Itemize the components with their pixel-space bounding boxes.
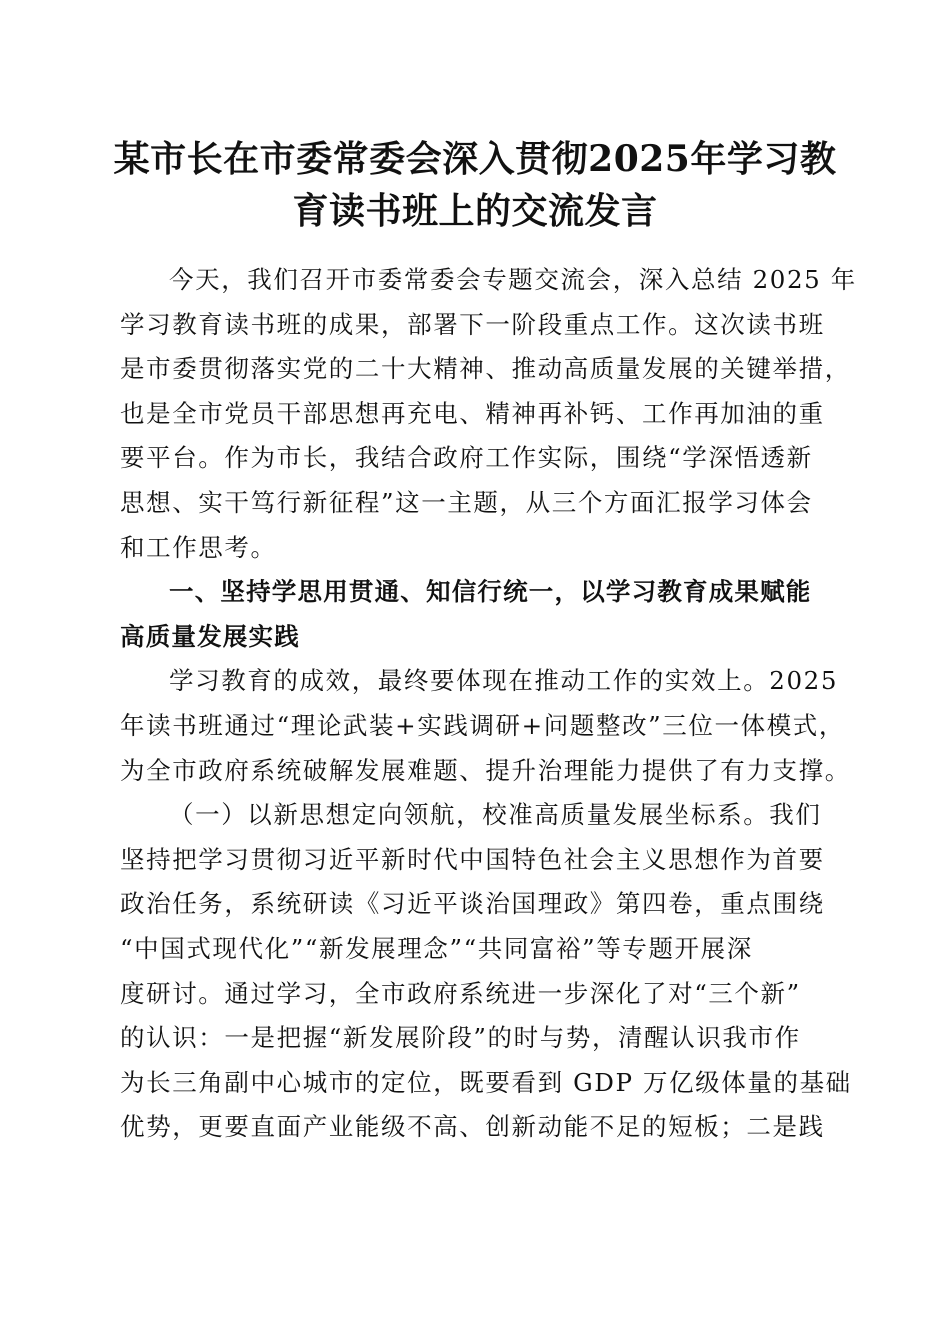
paragraph-line: “中国式现代化”“新发展理念”“共同富裕”等专题开展深 (120, 933, 753, 963)
paragraph-line: 为全市政府系统破解发展难题、提升治理能力提供了有力支撑。 (120, 755, 851, 785)
document-title (90, 133, 860, 237)
intro-paragraph (120, 258, 857, 570)
paragraph-line: 也是全市党员干部思想再充电、精神再补钙、工作再加油的重 (120, 398, 825, 428)
paragraph-line: （一）以新思想定向领航，校准高质量发展坐标系。我们 (169, 800, 822, 830)
heading-line: 高质量发展实践 (120, 621, 300, 651)
section-heading (120, 570, 832, 659)
paragraph-line: 是市委贯彻落实党的二十大精神、推动高质量发展的关键举措， (120, 354, 851, 384)
section-paragraph (120, 659, 851, 793)
paragraph-line: 和工作思考。 (120, 532, 277, 562)
paragraph-line: 度研讨。通过学习，全市政府系统进一步深化了对“三个新” (120, 978, 801, 1008)
paragraph-line: 思想、实干笃行新征程”这一主题，从三个方面汇报学习体会 (120, 487, 813, 517)
paragraph-line: 年读书班通过“理论武装+实践调研+问题整改”三位一体模式， (120, 710, 846, 740)
paragraph-line: 优势，更要直面产业能级不高、创新动能不足的短板；二是践 (120, 1112, 825, 1142)
paragraph-line: 坚持把学习贯彻习近平新时代中国特色社会主义思想作为首要 (120, 844, 825, 874)
paragraph-line: 政治任务，系统研读《习近平谈治国理政》第四卷，重点围绕 (120, 889, 825, 919)
paragraph-line: 学习教育读书班的成果，部署下一阶段重点工作。这次读书班 (120, 309, 825, 339)
title-line: 育读书班上的交流发言 (292, 190, 658, 232)
subsection-paragraph (120, 793, 852, 1150)
paragraph-line: 今天，我们召开市委常委会专题交流会，深入总结 2025 年 (169, 265, 857, 294)
document-body (120, 258, 857, 1150)
paragraph-line: 学习教育的成效，最终要体现在推动工作的实效上。2025 (169, 666, 839, 696)
paragraph-line: 为长三角副中心城市的定位，既要看到 GDP 万亿级体量的基础 (120, 1067, 852, 1097)
paragraph-line: 要平台。作为市长，我结合政府工作实际，围绕“学深悟透新 (120, 443, 813, 473)
paragraph-line: 的认识：一是把握“新发展阶段”的时与势，清醒认识我市作 (120, 1023, 801, 1053)
heading-line: 一、坚持学思用贯通、知信行统一，以学习教育成果赋能 (169, 577, 812, 607)
title-line: 某市长在市委常委会深入贯彻2025年学习教 (113, 138, 837, 180)
